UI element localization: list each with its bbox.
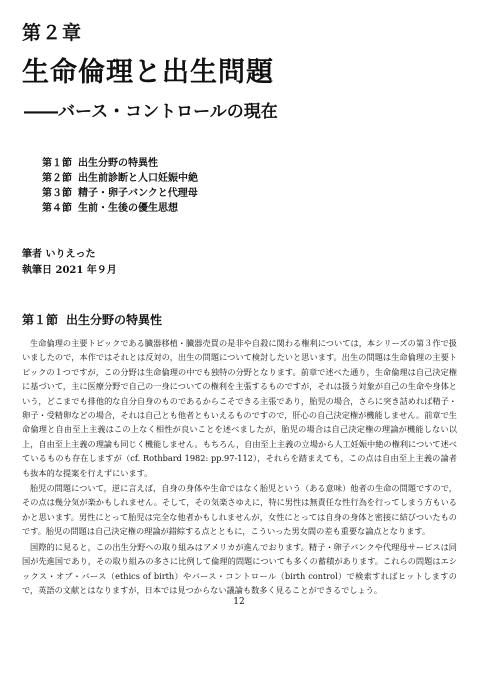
- table-of-contents: [42, 156, 198, 216]
- page-number: 12: [233, 597, 245, 607]
- toc-item-title: 出生前診断と人口妊娠中絶: [78, 173, 198, 184]
- section-number: 第１節: [22, 313, 59, 327]
- toc-item: [42, 186, 198, 201]
- toc-item-number: 第４節: [42, 203, 72, 214]
- body-text: [22, 336, 457, 598]
- toc-item-number: 第２節: [42, 173, 72, 184]
- author-block: [22, 247, 117, 279]
- section-heading: [22, 311, 162, 328]
- toc-item-number: 第１節: [42, 158, 72, 169]
- chapter-label: 第２章: [22, 22, 83, 44]
- paragraph: 生命倫理の主要トピックである臓器移植・臓器売買の是非や自殺に関わる権利については，本シリーズの第３作で扱いましたので，本作ではそれとは反対の，出生の問題について検討したいと思います。出生の問題は生命倫理の主要トピックの１つですが，この分野は生命倫理の中でも独特の分野となります。前章で述べた通り，生命倫理は自己決定権に基づいて，主に医療分野で自己の一身についての権利を主張するものですが，それは扱う対象が自己の生命や身体という，どこまでも排他的な自分自身のものであるからこそできる主張であり，胎児の場合，さらに突き詰めれば精子・卵子・受精卵などの場合，それは自己とも他者ともいえるものですので，肝心の自己決定権が機能しません。前章で生命倫理と自由至上主義はこの上なく相性が良いことを述べましたが，胎児の場合は自己決定権の理論が機能しない以上，自由至上主義の理論も同じく機能しません。もちろん，自由至上主義の立場から人工妊娠中絶の権利について述べているものも存在しますが（cf. Rothbard 1982: pp.97-112），それらを踏まえても，この点は自由至上主義の論者も抜本的な提案を行えずにいます。: [22, 338, 457, 478]
- toc-item: [42, 201, 198, 216]
- paragraph: 国際的に見ると，この出生分野への取り組みはアメリカが進んでおります。精子・卵子バンクや代理母サービスは同国が先進国であり，その取り組みの多さに比例して倫理的問題についても多くの蓄積があります。これらの問題はエシックス・オブ・バース（ethics of birth）やバース・コントロール（birth control）で検索すればヒットしますので，英語の文献とはなりますが，日本では見つからない議論も数多く見ることができるでしょう。: [22, 541, 457, 595]
- author-line: 筆者 いりえった: [22, 249, 96, 260]
- toc-item: [42, 171, 198, 186]
- chapter-subtitle: ――バース・コントロールの現在: [24, 102, 278, 122]
- section-title: 出生分野の特異性: [66, 313, 163, 327]
- chapter-title: 生命倫理と出生問題: [22, 57, 274, 88]
- toc-item-number: 第３節: [42, 188, 72, 199]
- toc-item-title: 生前・生後の優生思想: [78, 203, 178, 214]
- toc-item: [42, 156, 198, 171]
- toc-item-title: 精子・卵子バンクと代理母: [78, 188, 198, 199]
- paragraph: 胎児の問題について，逆に言えば，自身の身体や生命ではなく胎児という（ある意味）他者の生命の問題ですので，その点は幾分気が楽かもしれません。そして，その気楽さゆえに，特に男性は無責任な性行為を行ってしまう方もいるかと思います。男性にとって胎児は完全な他者かもしれませんが，女性にとっては自身の身体と密接に結びついたものです。胎児の問題は自己決定権の理論が錯綜する点とともに，こういった男女間の差も重要な論点となります。: [22, 483, 457, 537]
- date-line: 執筆日 2021 年９月: [22, 265, 117, 276]
- toc-item-title: 出生分野の特異性: [78, 158, 158, 169]
